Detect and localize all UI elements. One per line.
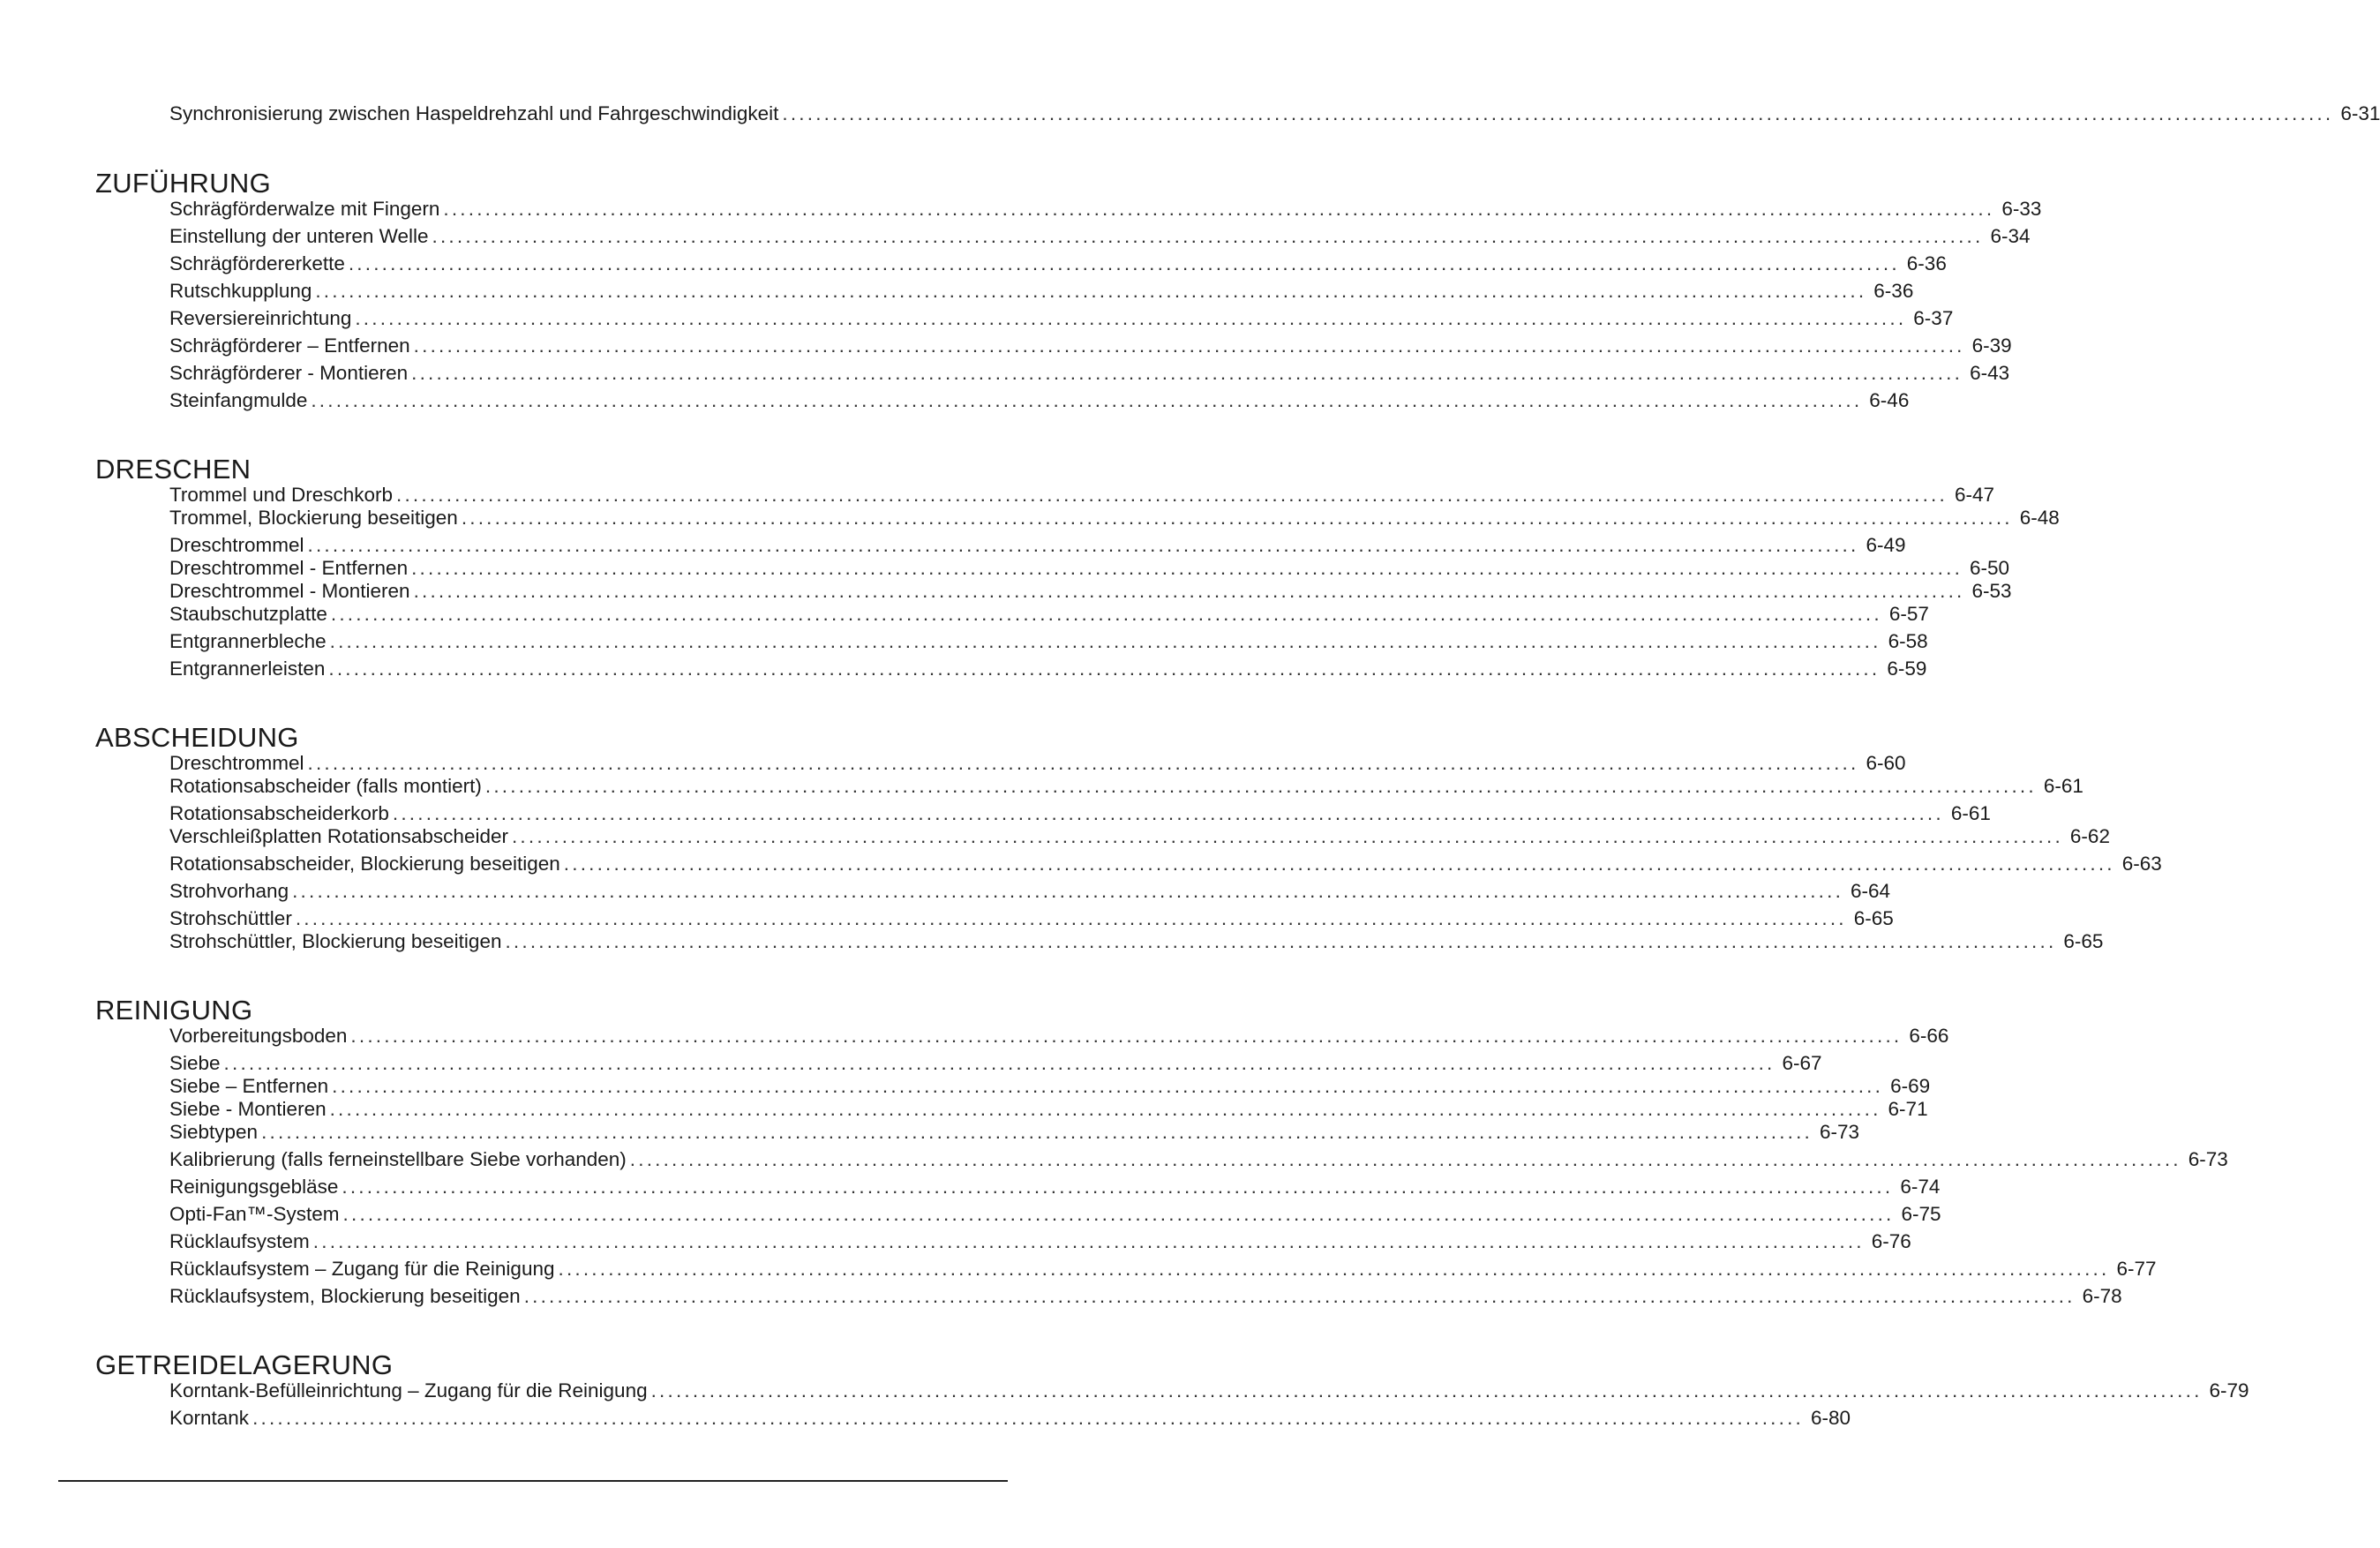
toc-entry[interactable] [169,823,2110,850]
toc-leader-dots: .......................................................................................................................................................................................... [355,307,1907,329]
toc-entry-title: Strohvorhang [169,880,289,902]
toc-entry-page: 6-67 [1782,1052,1822,1074]
toc-leader-dots: .......................................................................................................................................................................................... [348,252,1900,274]
toc-entry-page: 6-66 [1909,1025,1949,1047]
toc-entry[interactable] [169,251,1947,277]
toc-leader-dots: .......................................................................................................................................................................................... [311,389,1863,411]
toc-entry-title: Opti-Fan™-System [169,1203,340,1225]
toc-leader-dots: .......................................................................................................................................................................................... [413,580,1965,602]
toc-entry-page: 6-47 [1954,484,1994,506]
toc-entry-page: 6-46 [1869,389,1910,411]
section-heading-dreschen: DRESCHEN [95,454,252,485]
toc-entry[interactable] [169,305,1954,332]
toc-entry-page: 6-34 [1990,225,2031,247]
toc-leader-dots: .......................................................................................................................................................................................... [413,334,1965,357]
toc-entry[interactable] [169,1283,2122,1310]
toc-entry-title: Trommel und Dreschkorb [169,484,393,506]
toc-entry-page: 6-74 [1900,1176,1941,1198]
toc-entry-title: Rutschkupplung [169,280,312,302]
section-heading-reinigung: REINIGUNG [95,995,253,1026]
section-heading-zufuehrung: ZUFÜHRUNG [95,168,272,199]
toc-entry-title: Rotationsabscheider (falls montiert) [169,775,482,797]
toc-leader-dots: .......................................................................................................................................................................................... [432,225,1984,247]
toc-entry-page: 6-53 [1971,580,2012,602]
toc-leader-dots: .......................................................................................................................................................................................... [396,484,1948,506]
toc-entry[interactable] [169,628,1928,655]
toc-leader-dots: .......................................................................................................................................................................................... [484,775,2037,797]
toc-entry-title: Staubschutzplatte [169,603,327,625]
toc-leader-dots: .......................................................................................................................................................................................... [307,534,1859,556]
toc-entry[interactable] [169,387,1910,414]
toc-entry[interactable] [169,1229,1911,1255]
toc-entry-title: Einstellung der unteren Welle [169,225,429,247]
toc-leader-dots: .......................................................................................................................................................................................... [328,658,1881,680]
toc-leader-dots: .......................................................................................................................................................................................... [629,1148,2181,1170]
toc-entry-page: 6-58 [1888,630,1928,652]
toc-entry-title: Schrägförderer – Entfernen [169,334,410,357]
toc-entry-title: Siebe – Entfernen [169,1075,329,1097]
toc-entry-title: Siebe [169,1052,221,1074]
toc-leader-dots: .......................................................................................................................................................................................... [315,280,1867,302]
toc-entry-title: Siebtypen [169,1121,259,1143]
toc-leader-dots: .......................................................................................................................................................................................... [392,802,1944,824]
toc-entry[interactable] [169,601,1929,627]
toc-entry[interactable] [169,196,2042,222]
toc-entry-title: Siebe - Montieren [169,1098,327,1120]
toc-leader-dots: .......................................................................................................................................................................................... [295,907,1847,929]
toc-entry-title: Vorbereitungsboden [169,1025,348,1047]
toc-entry[interactable] [169,773,2083,800]
toc-entry-title: Steinfangmulde [169,389,308,411]
toc-entry[interactable] [169,851,2162,877]
toc-entry-title: Dreschtrommel - Entfernen [169,557,409,579]
toc-entry-title: Dreschtrommel - Montieren [169,580,410,602]
toc-leader-dots: .......................................................................................................................................................................................... [411,362,1963,384]
toc-leader-dots: .......................................................................................................................................................................................... [312,1230,1865,1252]
footer-divider [58,1480,1008,1482]
toc-entry-title: Entgrannerleisten [169,658,326,680]
toc-entry[interactable] [169,878,1891,905]
toc-entry-page: 6-43 [1970,362,2010,384]
toc-entry[interactable] [169,505,2060,531]
toc-leader-dots: .......................................................................................................................................................................................... [443,198,1995,220]
toc-entry-title: Strohschüttler, Blockierung beseitigen [169,930,502,952]
toc-entry-page: 6-49 [1866,534,1906,556]
toc-entry-title: Rücklaufsystem, Blockierung beseitigen [169,1285,521,1307]
toc-leader-dots: .......................................................................................................................................................................................... [330,603,1882,625]
toc-entry-page: 6-78 [2082,1285,2122,1307]
toc-leader-dots: .......................................................................................................................................................................................... [523,1285,2076,1307]
toc-entry-page: 6-75 [1901,1203,1941,1225]
toc-entry[interactable] [169,656,1927,682]
toc-entry-page: 6-36 [1906,252,1947,274]
toc-leader-dots: .......................................................................................................................................................................................... [252,1407,1804,1429]
toc-entry[interactable] [169,1146,2228,1173]
toc-entry[interactable] [169,928,2104,955]
toc-leader-dots: .......................................................................................................................................................................................... [782,102,2334,124]
toc-entry-title: Reinigungsgebläse [169,1176,339,1198]
toc-entry[interactable] [169,360,2010,387]
toc-entry-page: 6-77 [2116,1258,2157,1280]
toc-leader-dots: .......................................................................................................................................................................................... [650,1379,2203,1401]
toc-entry-page: 6-65 [2063,930,2104,952]
toc-entry-title: Schrägförderer - Montieren [169,362,409,384]
toc-leader-dots: .......................................................................................................................................................................................... [563,853,2115,875]
toc-entry-page: 6-48 [2019,507,2060,529]
toc-entry-page: 6-61 [2043,775,2083,797]
toc-entry-title: Rotationsabscheiderkorb [169,802,389,824]
toc-leader-dots: .......................................................................................................................................................................................... [329,630,1881,652]
toc-entry-page: 6-73 [2188,1148,2228,1170]
toc-entry-page: 6-73 [1820,1121,1860,1143]
toc-entry-title: Korntank-Befülleinrichtung – Zugang für die Reinigung [169,1379,648,1401]
toc-entry-title: Korntank [169,1407,250,1429]
toc-entry[interactable] [169,1174,1941,1200]
toc-entry[interactable] [169,1023,1949,1049]
toc-entry-page: 6-63 [2121,853,2162,875]
toc-entry-title: Verschleißplatten Rotationsabscheider [169,825,508,847]
toc-entry-page: 6-76 [1871,1230,1911,1252]
toc-entry-page: 6-60 [1866,752,1906,774]
toc-entry-page: 6-62 [2069,825,2110,847]
toc-entry-title: Dreschtrommel [169,752,304,774]
toc-entry-page: 6-57 [1888,603,1929,625]
toc-entry[interactable] [169,1256,2157,1282]
toc-leader-dots: .......................................................................................................................................................................................... [411,557,1963,579]
toc-entry-page: 6-59 [1887,658,1927,680]
toc-entry-title: Schrägförderwalze mit Fingern [169,198,440,220]
toc-entry-page: 6-80 [1811,1407,1851,1429]
toc-entry[interactable] [169,333,2012,359]
toc-leader-dots: .......................................................................................................................................................................................... [342,1203,1895,1225]
toc-leader-dots: .......................................................................................................................................................................................... [511,825,2063,847]
toc-entry-page: 6-79 [2209,1379,2249,1401]
toc-leader-dots: .......................................................................................................................................................................................... [558,1258,2110,1280]
toc-entry-title: Trommel, Blockierung beseitigen [169,507,458,529]
toc-entry[interactable] [169,1405,1851,1432]
toc-entry-page: 6-69 [1890,1075,1931,1097]
toc-entry-page: 6-64 [1851,880,1891,902]
toc-entry-title: Rücklaufsystem – Zugang für die Reinigung [169,1258,555,1280]
toc-entry-title: Strohschüttler [169,907,292,929]
toc-entry[interactable] [169,1378,2249,1404]
toc-entry[interactable] [169,223,2031,250]
toc-leader-dots: .......................................................................................................................................................................................... [350,1025,1903,1047]
toc-entry[interactable] [169,101,2380,127]
toc-entry-title: Schrägfördererkette [169,252,345,274]
toc-entry-title: Dreschtrommel [169,534,304,556]
toc-entry-page: 6-37 [1913,307,1954,329]
toc-leader-dots: .......................................................................................................................................................................................... [505,930,2057,952]
toc-leader-dots: .......................................................................................................................................................................................... [461,507,2013,529]
toc-entry-title: Reversiereinrichtung [169,307,352,329]
toc-entry-title: Rücklaufsystem [169,1230,310,1252]
toc-leader-dots: .......................................................................................................................................................................................... [223,1052,1776,1074]
toc-leader-dots: .......................................................................................................................................................................................... [332,1075,1884,1097]
toc-leader-dots: .......................................................................................................................................................................................... [261,1121,1813,1143]
toc-entry[interactable] [169,278,1914,304]
toc-entry-page: 6-61 [1950,802,1991,824]
toc-entry-title: Kalibrierung (falls ferneinstellbare Siebe vorhanden) [169,1148,627,1170]
section-heading-getreidelagerung: GETREIDELAGERUNG [95,1349,394,1380]
toc-leader-dots: .......................................................................................................................................................................................... [329,1098,1881,1120]
toc-entry[interactable] [169,1201,1941,1228]
toc-leader-dots: .......................................................................................................................................................................................... [307,752,1859,774]
toc-entry-page: 6-65 [1853,907,1894,929]
toc-entry-title: Entgrannerbleche [169,630,327,652]
toc-leader-dots: .......................................................................................................................................................................................... [342,1176,1894,1198]
section-heading-abscheidung: ABSCHEIDUNG [95,722,299,753]
toc-entry-page: 6-36 [1873,280,1914,302]
toc-entry-title: Synchronisierung zwischen Haspeldrehzahl und Fahrgeschwindigkeit [169,102,779,124]
toc-entry-page: 6-39 [1971,334,2012,357]
toc-entry-page: 6-71 [1888,1098,1928,1120]
toc-leader-dots: .......................................................................................................................................................................................... [292,880,1844,902]
toc-entry[interactable] [169,1119,1860,1146]
toc-entry-page: 6-31 [2340,102,2380,124]
toc-entry-title: Rotationsabscheider, Blockierung beseitigen [169,853,560,875]
toc-entry-page: 6-50 [1970,557,2010,579]
toc-entry-page: 6-33 [2001,198,2042,220]
